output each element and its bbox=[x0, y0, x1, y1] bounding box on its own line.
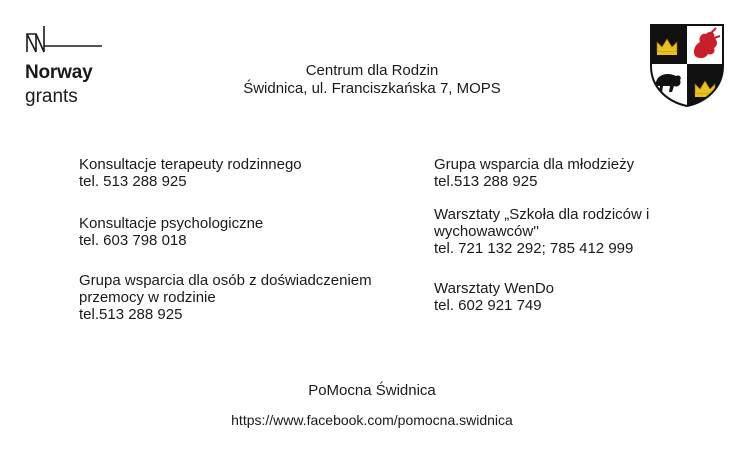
coat-of-arms-icon bbox=[648, 22, 726, 108]
service-title: Warsztaty „Szkoła dla rodziców i bbox=[434, 206, 650, 223]
service-phone: tel. 513 288 925 bbox=[79, 173, 187, 190]
service-title-cont: przemocy w rodzinie bbox=[79, 289, 216, 306]
service-title: Warsztaty WenDo bbox=[434, 280, 555, 297]
service-youth-support bbox=[434, 156, 634, 190]
service-wendo bbox=[434, 280, 554, 314]
service-phone: tel. 602 921 749 bbox=[434, 297, 542, 314]
service-title: Grupa wsparcia dla młodzieży bbox=[434, 156, 635, 173]
service-family-therapy bbox=[79, 156, 302, 190]
logo-word-grants: grants bbox=[25, 86, 78, 107]
coat-of-arms bbox=[648, 22, 726, 108]
service-violence-support bbox=[79, 272, 372, 323]
norway-grants-mark-icon bbox=[24, 22, 104, 56]
logo-word-norway: Norway bbox=[25, 62, 93, 83]
service-phone: tel.513 288 925 bbox=[79, 306, 183, 323]
header-address bbox=[200, 62, 544, 98]
footer-organization: PoMocna Świdnica bbox=[308, 382, 436, 399]
norway-grants-logo bbox=[24, 22, 114, 112]
header-address-line: Świdnica, ul. Franciszkańska 7, MOPS bbox=[243, 80, 501, 97]
service-phone: tel.513 288 925 bbox=[434, 173, 538, 190]
service-psychological bbox=[79, 215, 263, 249]
service-title: Konsultacje psychologiczne bbox=[79, 215, 264, 232]
service-parents-workshop bbox=[434, 206, 649, 257]
header-center-name: Centrum dla Rodzin bbox=[305, 62, 439, 79]
service-phone: tel. 721 132 292; 785 412 999 bbox=[434, 240, 634, 257]
service-title: Konsultacje terapeuty rodzinnego bbox=[79, 156, 302, 173]
service-title-cont: wychowawców'' bbox=[434, 223, 539, 240]
service-title: Grupa wsparcia dla osób z doświadczeniem bbox=[79, 272, 372, 289]
service-phone: tel. 603 798 018 bbox=[79, 232, 187, 249]
footer-facebook-link[interactable]: https://www.facebook.com/pomocna.swidnica bbox=[231, 412, 513, 428]
